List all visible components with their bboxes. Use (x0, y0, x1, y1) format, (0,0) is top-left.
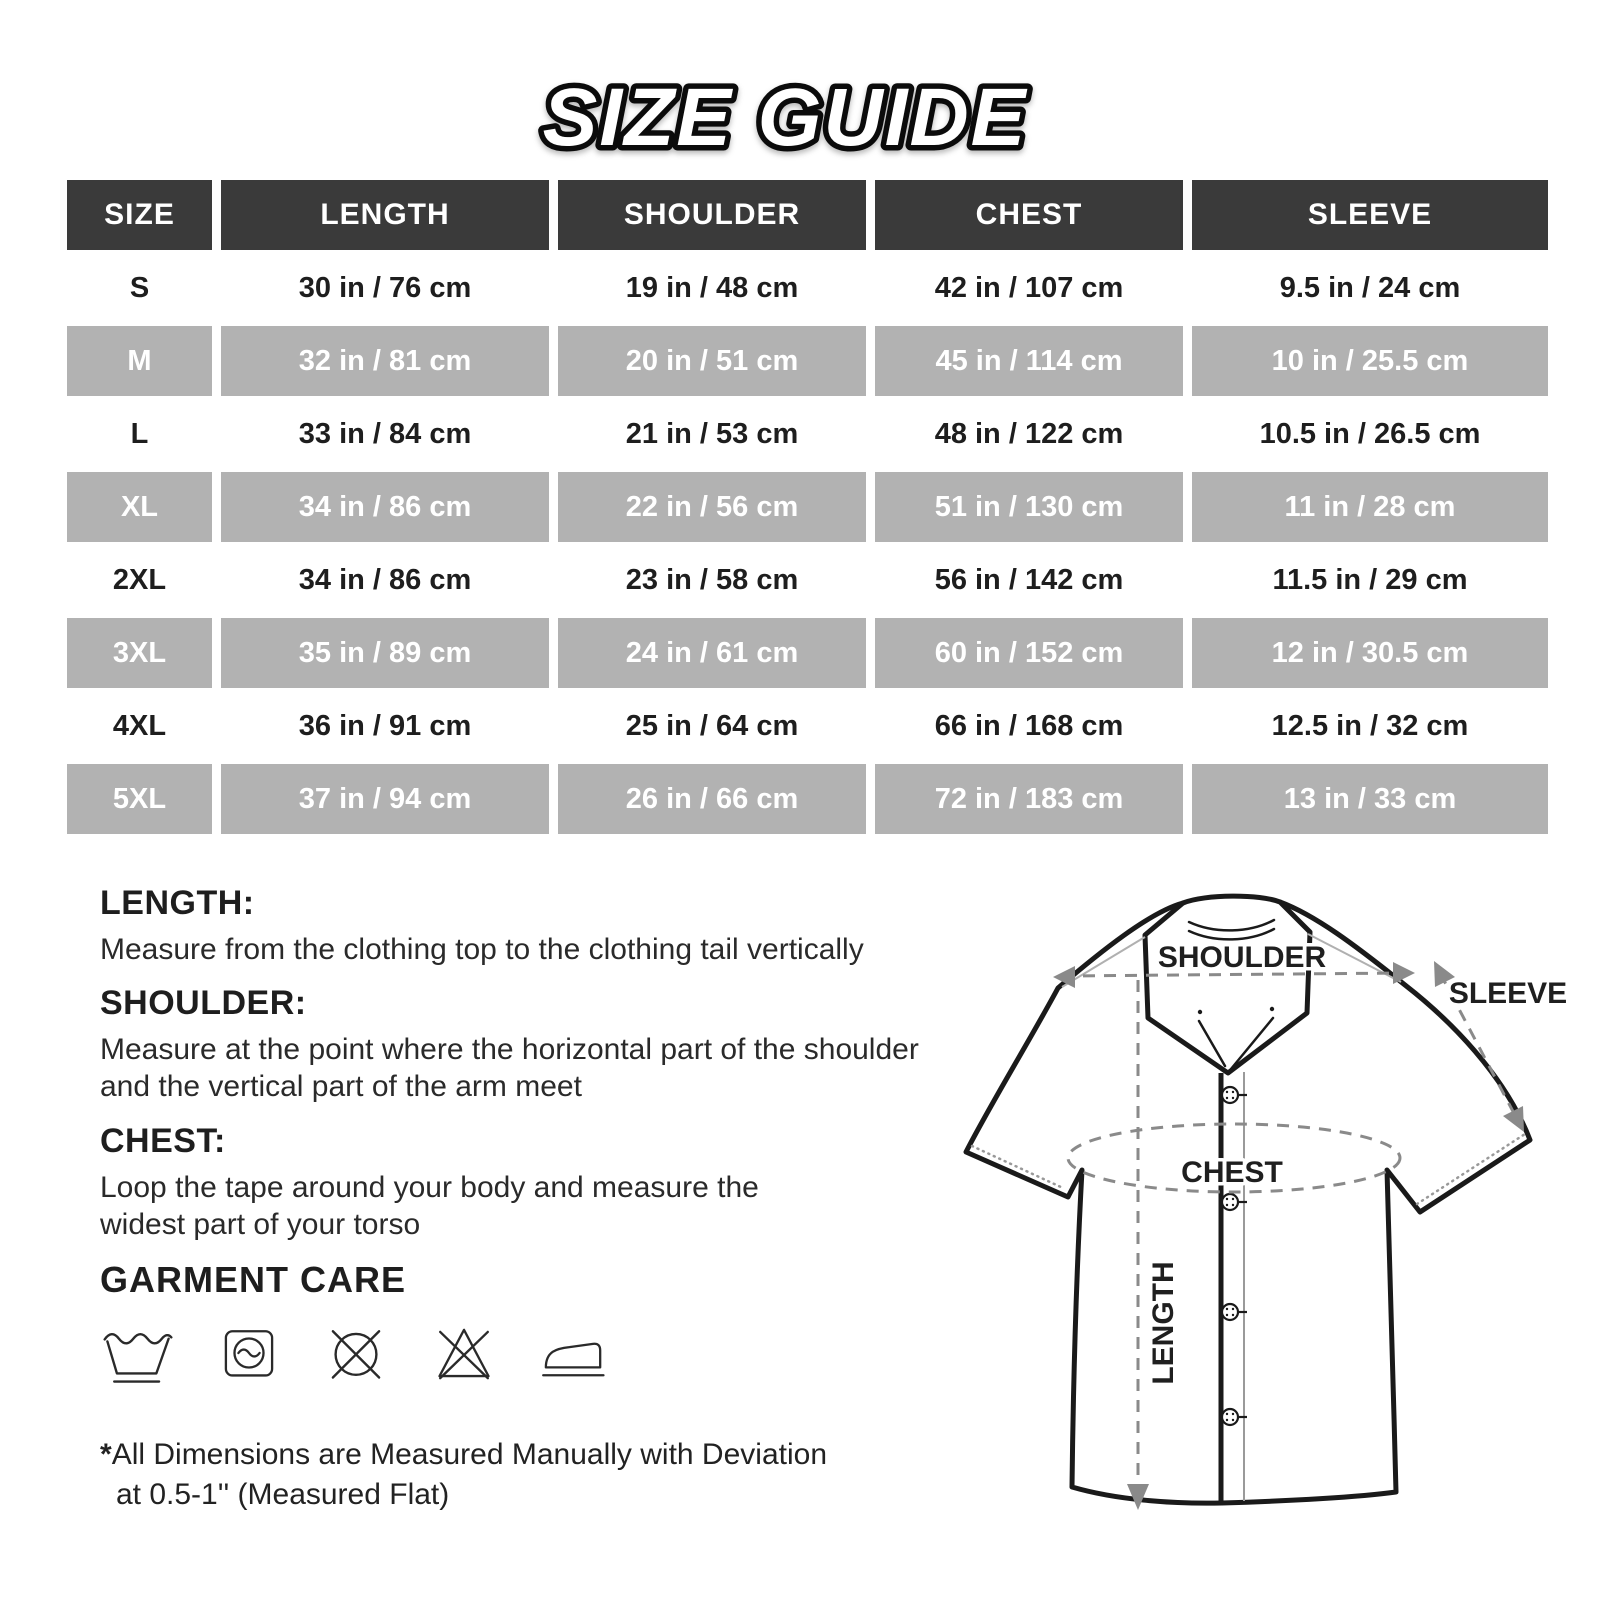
table-row-xl (67, 472, 1548, 542)
wash-tub-icon (100, 1319, 176, 1387)
cell-length: 34 in / 86 cm (221, 545, 549, 615)
cell-size: S (67, 253, 212, 323)
machine-wash-icon (216, 1319, 282, 1387)
cell-length: 35 in / 89 cm (221, 618, 549, 688)
cell-size: 4XL (67, 691, 212, 761)
diagram-chest-label: CHEST (1181, 1156, 1283, 1189)
diagram-sleeve-label: SLEEVE (1448, 977, 1568, 1010)
collar-button-right (1270, 1007, 1274, 1011)
table-row-3xl (67, 618, 1548, 688)
cell-shoulder: 21 in / 53 cm (558, 399, 866, 469)
cell-length: 33 in / 84 cm (221, 399, 549, 469)
do-not-dry-clean-icon (322, 1319, 390, 1387)
collar-button-left (1198, 1010, 1202, 1014)
cell-chest: 42 in / 107 cm (875, 253, 1183, 323)
shirt-diagram (850, 860, 1570, 1560)
cell-chest: 56 in / 142 cm (875, 545, 1183, 615)
table-row-s (67, 253, 1548, 323)
page-title-text: SIZE GUIDE (542, 72, 1028, 163)
chest-definition-heading: CHEST: (100, 1121, 226, 1160)
size-table (58, 177, 1557, 837)
cell-shoulder: 23 in / 58 cm (558, 545, 866, 615)
cell-shoulder: 25 in / 64 cm (558, 691, 866, 761)
cell-length: 32 in / 81 cm (221, 326, 549, 396)
table-row-5xl (67, 764, 1548, 834)
col-header-chest: CHEST (875, 180, 1183, 250)
cell-chest: 45 in / 114 cm (875, 326, 1183, 396)
chest-definition-text: Loop the tape around your body and measure the widest part of your torso (100, 1170, 759, 1241)
cell-sleeve: 11.5 in / 29 cm (1192, 545, 1548, 615)
cell-shoulder: 20 in / 51 cm (558, 326, 866, 396)
table-header-row (67, 180, 1548, 250)
diagram-shoulder-label: SHOULDER (1157, 941, 1327, 974)
diagram-length-label: LENGTH (1147, 1261, 1180, 1385)
cell-sleeve: 9.5 in / 24 cm (1192, 253, 1548, 323)
footnote-asterisk: * (100, 1437, 112, 1471)
cell-chest: 72 in / 183 cm (875, 764, 1183, 834)
cell-size: M (67, 326, 212, 396)
do-not-bleach-icon (430, 1319, 498, 1387)
length-definition-text: Measure from the clothing top to the clothing tail vertically (100, 933, 864, 966)
cell-sleeve: 10.5 in / 26.5 cm (1192, 399, 1548, 469)
cell-size: 5XL (67, 764, 212, 834)
cell-sleeve: 12 in / 30.5 cm (1192, 618, 1548, 688)
cell-shoulder: 22 in / 56 cm (558, 472, 866, 542)
cell-length: 30 in / 76 cm (221, 253, 549, 323)
col-header-shoulder: SHOULDER (558, 180, 866, 250)
page-title (0, 20, 1620, 195)
cell-size: L (67, 399, 212, 469)
cell-chest: 66 in / 168 cm (875, 691, 1183, 761)
length-definition-heading: LENGTH: (100, 884, 255, 922)
col-header-size: SIZE (67, 180, 212, 250)
cell-size: 2XL (67, 545, 212, 615)
cell-length: 36 in / 91 cm (221, 691, 549, 761)
cell-size: XL (67, 472, 212, 542)
table-row-m (67, 326, 1548, 396)
cell-length: 34 in / 86 cm (221, 472, 549, 542)
cell-shoulder: 24 in / 61 cm (558, 618, 866, 688)
footnote-line-2: at 0.5-1'' (Measured Flat) (116, 1477, 450, 1511)
table-row-2xl (67, 545, 1548, 615)
col-header-length: LENGTH (221, 180, 549, 250)
cell-chest: 48 in / 122 cm (875, 399, 1183, 469)
iron-icon (538, 1319, 610, 1387)
cell-shoulder: 26 in / 66 cm (558, 764, 866, 834)
cell-shoulder: 19 in / 48 cm (558, 253, 866, 323)
cell-sleeve: 11 in / 28 cm (1192, 472, 1548, 542)
cell-chest: 60 in / 152 cm (875, 618, 1183, 688)
cell-sleeve: 10 in / 25.5 cm (1192, 326, 1548, 396)
cell-sleeve: 12.5 in / 32 cm (1192, 691, 1548, 761)
footnote-line-1: *All Dimensions are Measured Manually with Deviation (100, 1437, 827, 1471)
col-header-sleeve: SLEEVE (1192, 180, 1548, 250)
cell-size: 3XL (67, 618, 212, 688)
garment-care-heading: GARMENT CARE (100, 1258, 406, 1300)
shoulder-definition-text: Measure at the point where the horizontal part of the shoulder and the vertical part of the arm meet (100, 1033, 919, 1104)
table-row-l (67, 399, 1548, 469)
cell-chest: 51 in / 130 cm (875, 472, 1183, 542)
cell-sleeve: 13 in / 33 cm (1192, 764, 1548, 834)
cell-length: 37 in / 94 cm (221, 764, 549, 834)
shoulder-arrow-right (1393, 962, 1415, 984)
shoulder-definition-heading: SHOULDER: (100, 984, 307, 1023)
table-row-4xl (67, 691, 1548, 761)
